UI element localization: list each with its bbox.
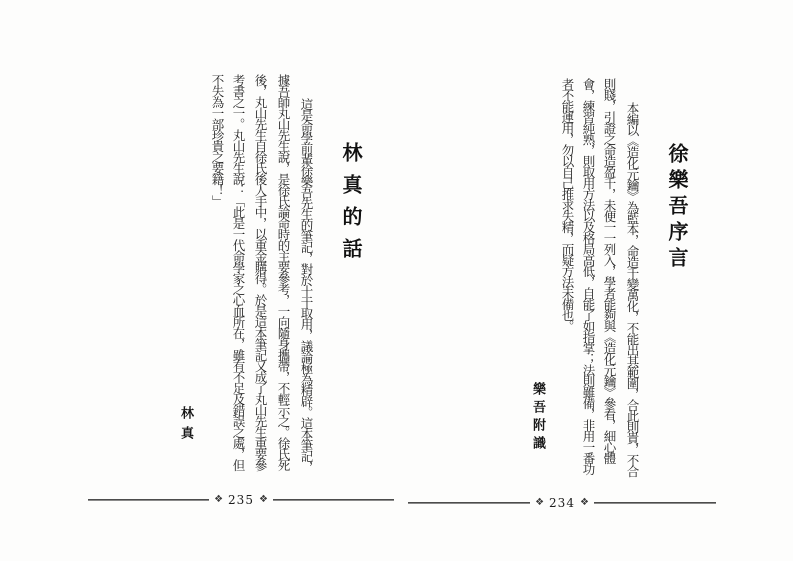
text-column: 據吾師丸山先生說，是徐氏論命時的主要參考，一向隨身攜帶，不輕示之。徐氏死 bbox=[276, 74, 291, 470]
text-column: 後，丸山先生自徐氏後人手中，以重金購得。於是這本筆記又成了丸山先生重要參 bbox=[253, 74, 268, 470]
page-title-lin-zhen: 林真的話 bbox=[339, 142, 363, 270]
ornament-icon: ❖ bbox=[579, 497, 589, 508]
text-column: 本編以《造化元鑰》為藍本，命造千變萬化，不能出其範圍，合此則貴，不合 bbox=[625, 102, 640, 476]
page-title-xu-preface: 徐樂吾序言 bbox=[665, 143, 689, 273]
ornament-icon: ❖ bbox=[214, 494, 224, 505]
text-column: 者不能運用，勿以自己推求失精，而疑方法未備也。 bbox=[560, 78, 575, 331]
ornament-icon: ❖ bbox=[535, 497, 545, 508]
text-column: 這是命學前輩徐樂吾先生的筆記，對於十干取用，議論極為精辟。這本筆記， bbox=[299, 98, 314, 472]
page-number-235: 235 bbox=[228, 493, 254, 507]
page-number-234: 234 bbox=[549, 496, 575, 510]
footer-rule bbox=[88, 499, 209, 501]
text-column: 會，練習純熟，則取用方法以及格局高低，自能了如指掌；法則雖備，非用一番功 bbox=[581, 78, 596, 474]
footer-rule bbox=[273, 499, 394, 501]
text-column: 不失為一部珍貴之要籍！」 bbox=[210, 74, 225, 206]
page-footer-right bbox=[408, 496, 716, 510]
page-footer-left bbox=[88, 493, 394, 507]
footer-rule bbox=[408, 502, 530, 504]
ornament-icon: ❖ bbox=[258, 494, 268, 505]
text-column: 則賤，引證之命造盈千，未便一一列入，學者能夠與《造化元鑰》參看，細心體 bbox=[602, 78, 617, 463]
signature-lewu: 樂吾附識 bbox=[530, 382, 545, 454]
text-column: 考書之一。丸山先生說：「此是一代命學家之心血所在，雖有不足及錯誤之處，但 bbox=[231, 74, 246, 470]
signature-lin-zhen: 林真 bbox=[178, 406, 193, 446]
footer-rule bbox=[594, 502, 716, 504]
